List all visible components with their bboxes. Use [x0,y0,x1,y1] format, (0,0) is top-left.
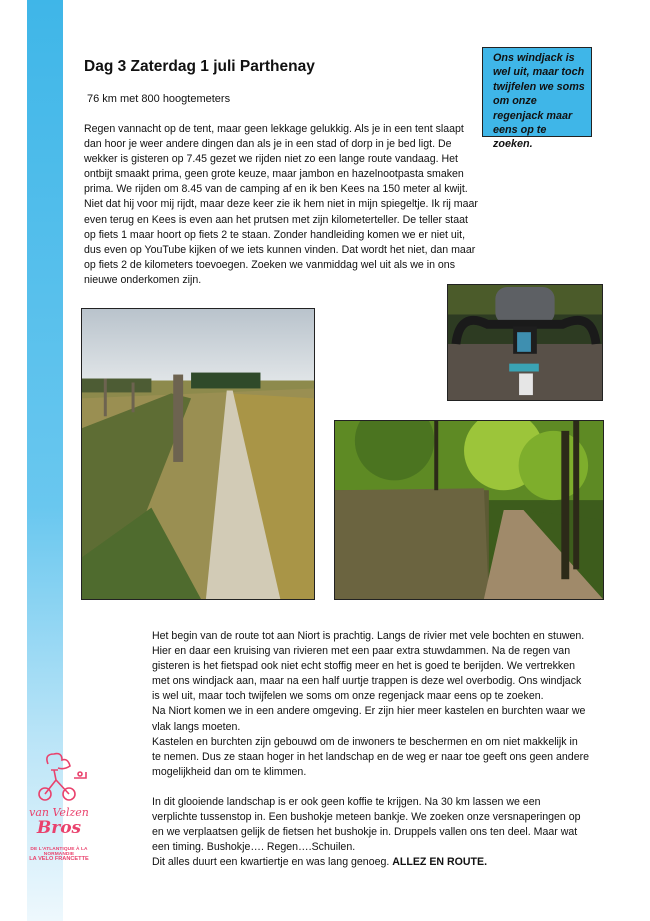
bicycle-rooster-icon [18,748,100,808]
page-title: Dag 3 Zaterdag 1 juli Parthenay [84,58,315,75]
line: Na Niort komen we in een andere omgeving. Er zijn hier meer kastelen en burchten waar we [152,705,586,718]
line: Kastelen en burchten zijn gebouwd om de inwoners te beschermen en om niet makkelijk in [152,735,578,748]
page-subtitle: 76 km met 800 hoogtemeters [87,93,231,105]
line-final [152,855,607,870]
line: gisteren is het fietspad ook niet echt stoffig meer en het is goed te berijden. We vertrekken [152,660,576,673]
paragraph-route [152,629,607,870]
photo-tree-lane [334,420,604,600]
logo-tagline2: LA VELO FRANCETTE [29,856,89,862]
brand-logo [18,748,100,868]
line: is wel uit, maar toch twijfelen we soms om onze regenjack maar eens op te zoeken. [152,690,544,703]
logo-name-line1: van Velzen [29,806,89,819]
line: met ons windjack aan, maar na een half uurtje trappen is deze wel overbodig. Ons windjack [152,675,582,688]
photo-gravel-path [81,308,315,600]
line: In dit glooiende landschap is er ook geen koffie te krijgen. Na 30 km lassen we een [152,795,541,808]
final-bold-text: ALLEZ EN ROUTE. [392,856,488,869]
line: verplichte tussenstop in. Een bushokje meteen bankje. We zoeken onze versnaperingen op [152,811,581,824]
line: een timing. Bushokje…. Regen….Schuilen. [152,841,356,854]
line: vlak langs moeten. [152,720,241,733]
logo-tagline: DE L'ATLANTIQUE À LA NORMANDIE [30,847,88,857]
line: Hier en daar een kruising van rivieren met een paar extra stuwdammen. Na de regen van [152,645,571,658]
paragraph-intro: Regen vannacht op de tent, maar geen lekkage gelukkig. Als je in een tent slaapt dan hoor je weer andere dingen dan als je in een stad of dorp in je bed ligt. De wekker is gisteren op 7.45 gezet we rijden niet zo een lange route vandaag. Het ontbijt smaakt prima, geen grote keuze, maar jambon en hazelnootpasta smaken prima. We rijden om 8.45 van de camping af en ik ben Kees na 150 meter al kwijt. Niet dat hij voor mij rijdt, maar deze keer zie ik hem niet in mijn spiegeltje. Ik rij maar even terug en Kees is even aan het prutsen met zijn kilometerteller. De teller staat op fiets 1 maar hoort op fiets 2 te staan. Zonder handleiding komen we er niet uit, dus even op YouTube kijken of we iets kunnen vinden. Dat wordt het niet, dan maar op fiets 2 de kilometers toevoegen. Zoeken we vanmiddag wel uit als we in ons nieuwe onderkomen zijn. [84,123,478,286]
line: mogelijkheid dan om te klimmen. [152,765,307,778]
callout-box [482,47,592,151]
logo-name-line2: Bros [36,818,82,838]
line: en we verplaatsen gelijk de fietsen het bushokje in. Druppels vallen ons ten deel. Maar wat [152,826,578,839]
line: te nemen. Dus ze staan hoger in het landschap en de weg er naar toe geeft ons geen andere [152,750,590,763]
photo-bike-handlebar [447,284,603,401]
callout-text: Ons windjack is wel uit, maar toch twijfelen we soms om onze regenjack maar eens op te zoeken. [493,52,585,151]
line: Het begin van de route tot aan Niort is prachtig. Langs de rivier met vele bochten en stuwen. [152,630,585,642]
final-text: Dit alles duurt een kwartiertje en was lang genoeg. [152,856,393,869]
